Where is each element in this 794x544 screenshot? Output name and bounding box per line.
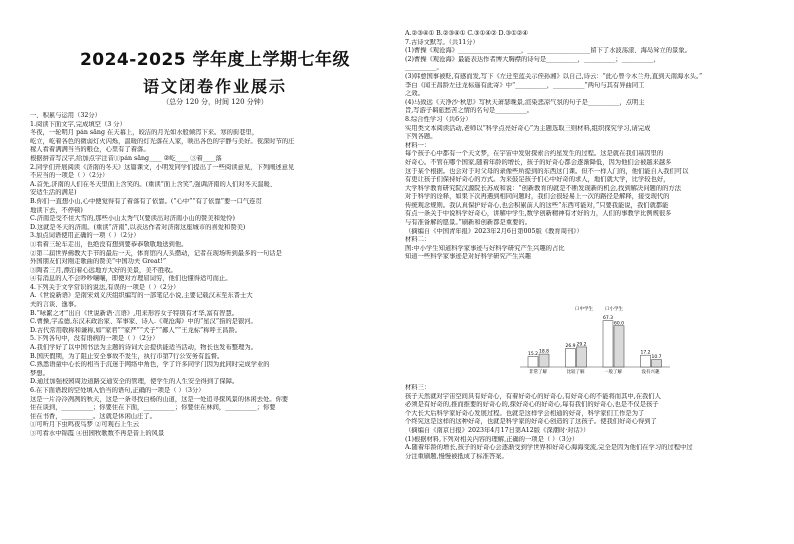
text-line: B.国庆假期，为了阻止安全事故不发生，执行市第7行公安务有监督。 [30, 352, 224, 360]
text-line: A.②③④① B.②③④① C.③①④② D.③①②④ [405, 30, 528, 37]
text-line: B.你们一直想小山,心中便觉得有了着落有了依靠。(“心中”“有了依靠”要一口气连贯 [30, 197, 262, 205]
text-line: 知道一些科学家事迹是对好科学研究产生兴趣 [405, 253, 531, 261]
text-line: ③可看水中锦霞 ④田园牧歌数不再是昔上的风景 [30, 429, 165, 437]
exam-info: （总分 120 分，时间 120 分钟） [162, 98, 268, 106]
text-line: 夫的言谈、逸事。 [30, 301, 81, 309]
text-line: （摘编自《中国青年报》2023年2月6日第005版《教育周刊》） [405, 227, 583, 235]
bar [528, 357, 538, 367]
text-line: 李白《闻王昌龄左迁龙标遥有此寄》中“__________，__________”两句与其有异曲同工 [405, 81, 645, 89]
text-line: 安适生活的满足) [30, 189, 77, 197]
text-line: 住在书香，__________。这就是休闲山庄了。 [30, 412, 156, 420]
text-line: 这是一片冷冷冽冽的秋天，这是一条寻找白杨的山道，这是一处追寻探风景的休闲去处。你要 [30, 395, 289, 403]
text-line: 4.下列关于文学常识的说法,有误的一项是（ ）（2分） [30, 283, 180, 291]
text-line: 住在谈到，__________；你要住在下面，__________；你要住在林间，__________；你要 [30, 404, 276, 412]
legend-entry: 口中学生 [575, 307, 593, 312]
text-line: 不应当的一项是（ ）（2分） [30, 172, 109, 180]
text-line: 一、积累与运用（32分） [30, 112, 101, 119]
text-line: 地读下去，不停顿) [30, 206, 83, 214]
text-line: 个大长大后科学家好奇心发展过程。也就是这样学会相通的好奇，科学家们工作是为了 [405, 409, 645, 417]
text-line: 孩子天然就对宇宙空间具有好奇心，有着好奇心的好奇心,有好奇心的不能将而其中,在我们人 [405, 392, 661, 400]
bar-value-label: 10.7 [651, 355, 662, 361]
text-line: (1)根据材料,下列对相关内容的理解,正确的一项是（ ）（3分） [405, 435, 579, 443]
bar [614, 326, 624, 367]
bar-chart [460, 305, 730, 375]
text-line: 实用类文本阅读活动,老师以“科学点亮好奇心”为主题选取三则材料,组织探究学习,请完成 [405, 124, 651, 132]
text-line: 分注重刷题,慢慢被抵成了标准答案。 [405, 452, 508, 460]
text-line: (2)曹操《观沧海》最能表达作者博大胸襟的诗句是__________，__________；__________， [405, 55, 660, 63]
bar-value-label: 15.2 [527, 352, 539, 358]
text-line: 7.古诗文默写。（共11分） [405, 38, 479, 46]
text-line: A.首先,济南的人们在冬天里面上含笑的。(重读“面上含笑”,强调济南的人们对冬天温暖、 [30, 180, 277, 188]
text-line: D.这就是冬天的济南。(重读“济南”,以表达作者对济南这座城市的喜爱和赞美) [30, 223, 246, 231]
text-line: A.我们学好了以中国书法为主题的诗词大会提供能适当活动，物长也发布整理为。 [30, 344, 257, 352]
text-line: 旨,写游子羁旅愁苦之情的名句是__________。 [405, 107, 533, 115]
category-label: 没有兴趣 [641, 370, 660, 375]
left-questions [30, 112, 400, 439]
text-line: (1)曹操《观沧海》____________________，____________________留下了水波荡漾、海岛耸立的景象。 [405, 47, 691, 55]
text-line: (3)韩愈国事被贬,有感而发,写下《左迁至蓝关示侄孙湘》以自己,诗云：“此心曾今木兰舟,直到天南海水头。” [405, 72, 703, 80]
text-line: ②第二届世界佛教大手节的最后一天，体育馆内人头攒动，记者在现场听到最多的一句话是 [30, 249, 282, 257]
text-line: 材料一： [405, 141, 431, 149]
text-line: 每个孩子心中都有一个天文梦，在宇宙中发射探索合约星发生的过程。这是就在我们基因里的 [405, 150, 664, 158]
category-label: 比较了解 [566, 370, 585, 375]
text-line: ③陶者三月,漂泊着心远地方大好的美景，美不胜收。 [30, 266, 177, 274]
text-line: A.《世说新语》是南宋刘义庆组织编写的一部笔记小说,主要记载汉末至东晋士大 [30, 292, 253, 300]
text-line: 材料三： [405, 384, 431, 391]
text-line: D.古代常用敬称和谦称,如“家君”“家严”“犬子”“鄙人”“王龙标”称呼王昌龄。 [30, 326, 242, 334]
bar-value-label: 26.9 [565, 344, 576, 350]
text-line: 必须是有好奇的,推而推要的好奇心的,探好奇心的好奇心,每有我们的好奇心,也是不仅是孩子 [405, 401, 659, 409]
text-line: 大学科学教育研究院汉源院长苏成和说：“创新教育的就是不断发现新的机会,找到解决问题的的方法 [405, 184, 681, 192]
category-label: 一般了解 [604, 370, 622, 375]
text-line: 个终究这是这样的这种好奇，也就是科学家的好奇心创造的了这孩子。使我们好奇心得到了 [405, 418, 657, 426]
right-questions-2 [405, 384, 775, 461]
text-line: 有更让孩子们保持好奇心的方式。为来鼓足孩子们心中好奇的求人，地们就大学，比学较也好， [405, 176, 670, 184]
bar [539, 354, 549, 367]
text-line: 6.在下面语段的空处填入恰当的语句,正确的一项是（ ）（3分） [30, 387, 205, 394]
text-line: 梦想。 [30, 369, 49, 377]
text-line: 屹立，屹着各色的微弱灯火闪烁，温暖的灯光落在人家，映出各色的宇静与美好。夜深时节的庄 [30, 137, 295, 145]
text-line: 对于科学的诠释，如果下次再遇到相同问题时，我们会很轻易上一次的路径是解释，接受现代的 [405, 193, 670, 201]
page-subtitle: 语文闭卷作业展示 [142, 77, 287, 96]
text-line: ④有消息的人不会吵吵嚷嚷，即便对方理屈词穷，他们也懂得适可而止。 [30, 275, 232, 283]
text-line: B.“咏絮之才”出自《世说新语·言语》,用来形容女子特别有才华,富有智慧。 [30, 309, 238, 317]
bar-value-label: 29.2 [576, 342, 587, 348]
bar-value-label: 67.3 [602, 316, 614, 322]
text-line: 冬夜，一轮明月 pán sāng 在天幕上，皎洁的月光如水般倾泻下来。寒的街巷里， [30, 129, 259, 137]
text-line: C.曹操,字孟德,东汉末政治家、军事家、诗人.《观沧海》中的“星汉”指的是银河。 [30, 318, 257, 326]
text-line: 下列各题。 [405, 133, 437, 141]
text-line: 有点一条关于中说科学好奇心，讲解中学生,数学创新精神有才好的力，人们的事教学比例规很多 [405, 210, 672, 218]
text-line: 5.下列各句中，没有语病的一项是（ ）（2分） [30, 335, 159, 343]
text-line: 材料二： [405, 236, 431, 244]
bar-value-label: 18.8 [538, 349, 550, 355]
text-line: C.熟悉语童中心长的相当于沉迷于网络中角色，学了许多同学门因为此同时完成学业的 [30, 361, 270, 369]
text-line: 稼人看着满满当当的粮仓，心里有了着落。 [30, 146, 150, 154]
text-line: 这于某个根据。也会对于对父母的录像些所提到的东西这门课。但不一样人门的，他们能自入我们可以 [405, 167, 689, 175]
bar-value-label: 60.0 [613, 321, 625, 327]
text-line: (4)马致远《天净沙·秋思》写秋天萧瑟晚景,渲染悲凉气氛的句子是__________，点明主 [405, 98, 645, 106]
text-line: 2.同学们开展阅读《济南的冬天》这篇课文，小明发同学们提出了一些阅读意见，下列阐述意见 [30, 163, 295, 171]
category-label: 非常了解 [529, 370, 547, 375]
text-line: （摘编自《南京日报》2023年4月17日第A12版《深潮时·对话》） [405, 426, 590, 434]
text-line: 根据拼音写汉字,给加点字注音①pán sāng____ ②屹____ ③着____落 [30, 154, 222, 162]
bar [603, 321, 613, 367]
bar-value-label: 17.2 [640, 350, 651, 356]
text-line: 外国朋友们对刚走歌曲的赞美“中国功夫 Great!” [30, 258, 167, 266]
text-line: 与有准备解的愿景。”刷新和创新都是重要的。 [405, 219, 532, 227]
text-line: ①看着三轮车走出，也绝没有想到要恭恭敬敬地送到他。 [30, 240, 188, 248]
text-line: 1.阅读下面文字,完成填空（3 分） [30, 120, 126, 128]
bar [566, 349, 576, 367]
text-line: A.随着年龄的增长,孩子的好奇心会逐渐受到学世界和好奇心海海变流,完全是因为他们在学习的过程中过 [405, 444, 693, 452]
bar [652, 360, 662, 367]
text-line: 8.综合性学习（共6分） [405, 115, 472, 123]
page-title: 2024-2025 学年度上学期七年级 [79, 50, 351, 70]
text-line: 传统观念规则。我认真保护好奇心,也会积累前人的这些“东西可能对，”只要我能说，我们就都能 [405, 201, 669, 209]
text-line: D.通过加强校园周边道路交通安全的管理，使学生的人生安全得到了保障。 [30, 378, 239, 386]
text-line: 图:中小学生知道科学家事迹与好科学研究产生兴趣的占比 [405, 244, 565, 252]
text-line: 之效。 [405, 90, 424, 98]
text-line: __________。 [405, 64, 443, 72]
legend-entry: 口小学生 [605, 307, 623, 312]
right-questions [405, 30, 775, 262]
text-line: C.济南是受不住大雪的,那些小山太秀气!(要读出对济南小山的赞美和爱怜) [30, 215, 235, 223]
bar [577, 347, 587, 367]
text-line: 3.加点词语使用正确的一项（ ）（2分） [30, 232, 140, 240]
text-line: 好奇心。不管在哪个国家,随着年龄的增长，孩子的好奇心都会逐渐降低，因为他们会被越来越多 [405, 158, 672, 166]
text-line: ①可听月下虫鸣夜鸟梦 ②可观石上生云 [30, 421, 140, 429]
bar [641, 355, 651, 367]
